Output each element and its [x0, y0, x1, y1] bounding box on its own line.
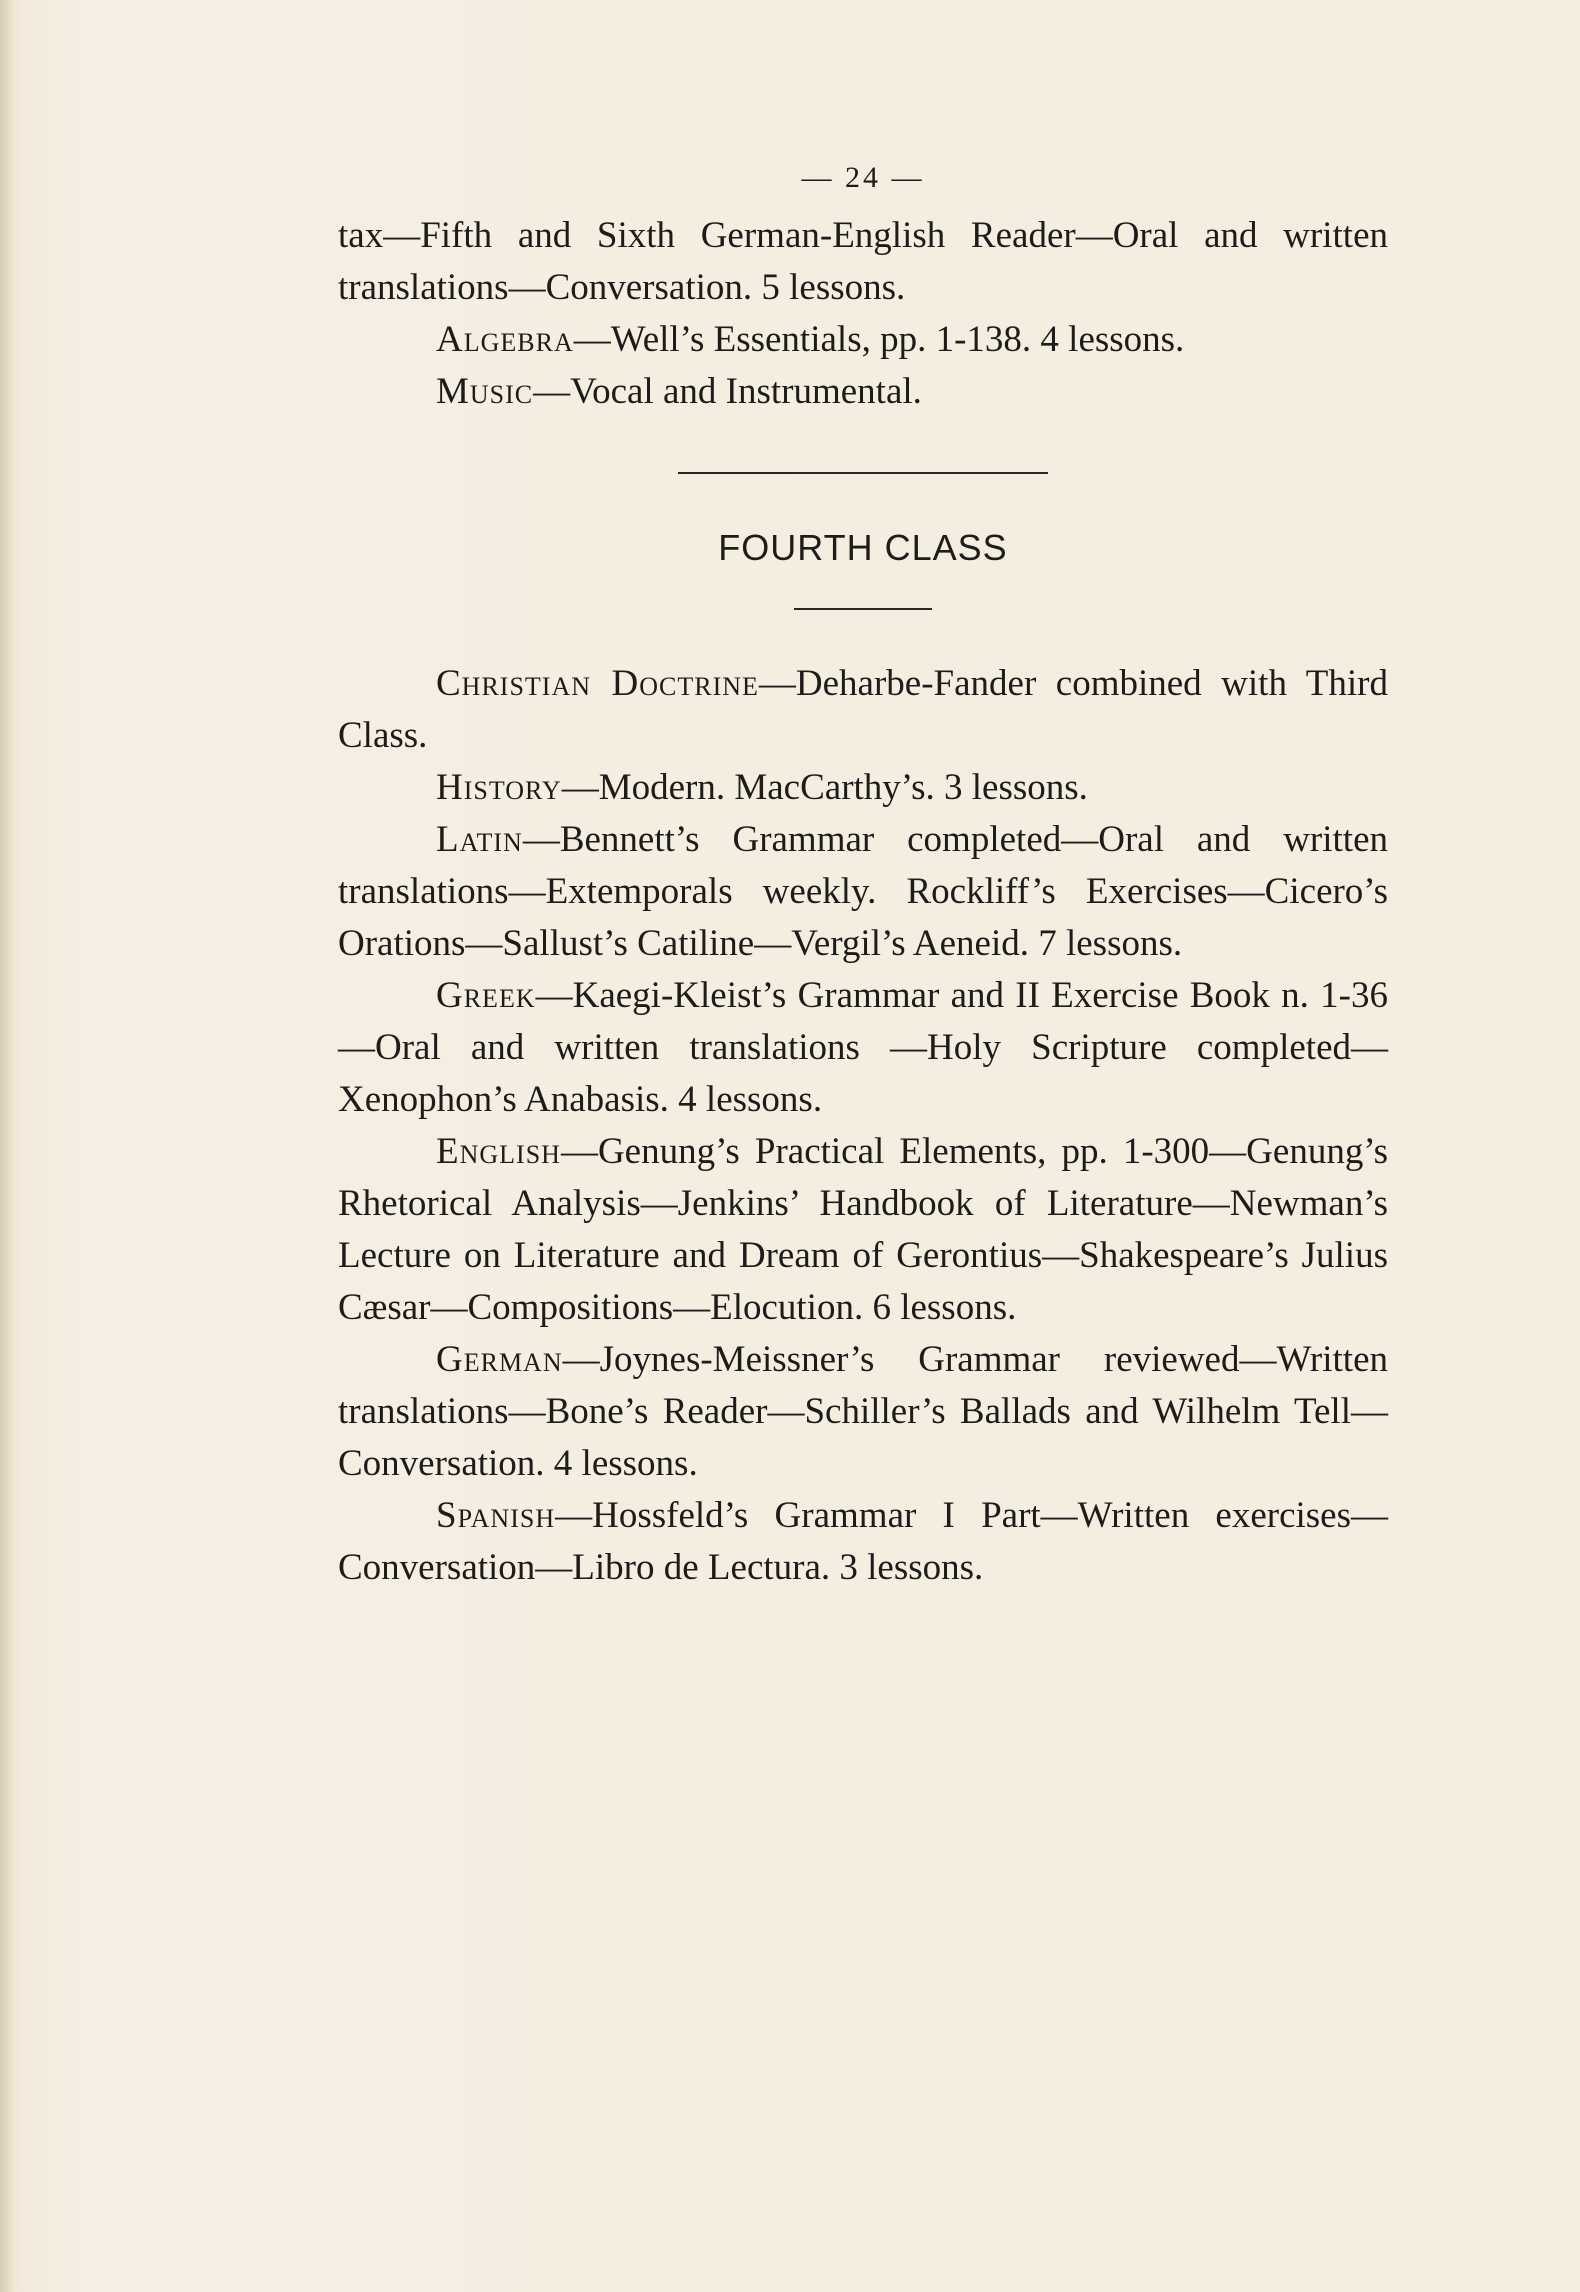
subject-label: Christian Doctrine [436, 663, 759, 704]
entry-christian-doctrine [338, 658, 1388, 762]
section-divider [678, 472, 1048, 474]
subject-label: Greek [436, 975, 536, 1016]
entry-spanish [338, 1490, 1388, 1594]
heading-underline [794, 608, 932, 610]
entry-text: —Kaegi-Kleist’s Grammar and II Exercise Book n. 1-36—Oral and written translations —Holy Scripture completed—Xenophon’s Anabasis. 4 lessons. [338, 975, 1388, 1120]
page-number: — 24 — [801, 161, 925, 194]
entry-greek [338, 970, 1388, 1126]
page-content [338, 160, 1388, 1594]
entry-text: —Bennett’s Grammar completed—Oral and written translations—Extemporals weekly. Rockliff’s Exercises—Cicero’s Orations—Sallust’s Catiline—Vergil’s Aeneid. 7 lessons. [338, 819, 1388, 964]
subject-label: Music [436, 371, 534, 412]
entry-text: —Hossfeld’s Grammar I Part—Written exercises—Conversation—Libro de Lectura. 3 lessons. [338, 1495, 1388, 1588]
continuation-paragraph: tax—Fifth and Sixth German-English Reader—Oral and written translations—Conversation. 5 lessons. [338, 215, 1388, 308]
subject-label: History [436, 767, 562, 808]
entry-text: —Joynes-Meissner’s Grammar reviewed—Written translations—Bone’s Reader—Schiller’s Ballads and Wilhelm Tell—Conversation. 4 lessons. [338, 1339, 1388, 1484]
subject-label: Algebra [436, 319, 574, 360]
page-spine-shadow [0, 0, 14, 2292]
entry-english [338, 1126, 1388, 1334]
section-heading: FOURTH CLASS [718, 527, 1008, 568]
entry-german [338, 1334, 1388, 1490]
entry-latin [338, 814, 1388, 970]
subject-label: Spanish [436, 1495, 556, 1536]
entry-text: —Genung’s Practical Elements, pp. 1-300—Genung’s Rhetorical Analysis—Jenkins’ Handbook of Literature—Newman’s Lecture on Literature and Dream of Gerontius—Shakespeare’s Julius Cæsar—Compositions—Elocution. 6 lessons. [338, 1131, 1388, 1328]
subject-label: English [436, 1131, 561, 1172]
entry-text: —Vocal and Instrumental. [533, 371, 922, 412]
entry-music [338, 366, 1388, 418]
entry-history [338, 762, 1388, 814]
entry-text: —Modern. MacCarthy’s. 3 lessons. [561, 767, 1088, 808]
entry-text: —Well’s Essentials, pp. 1-138. 4 lessons. [573, 319, 1185, 360]
entry-text: —Deharbe-Fander combined with Third Class. [338, 663, 1388, 756]
subject-label: German [436, 1339, 563, 1380]
subject-label: Latin [436, 819, 523, 860]
entry-algebra [338, 314, 1388, 366]
